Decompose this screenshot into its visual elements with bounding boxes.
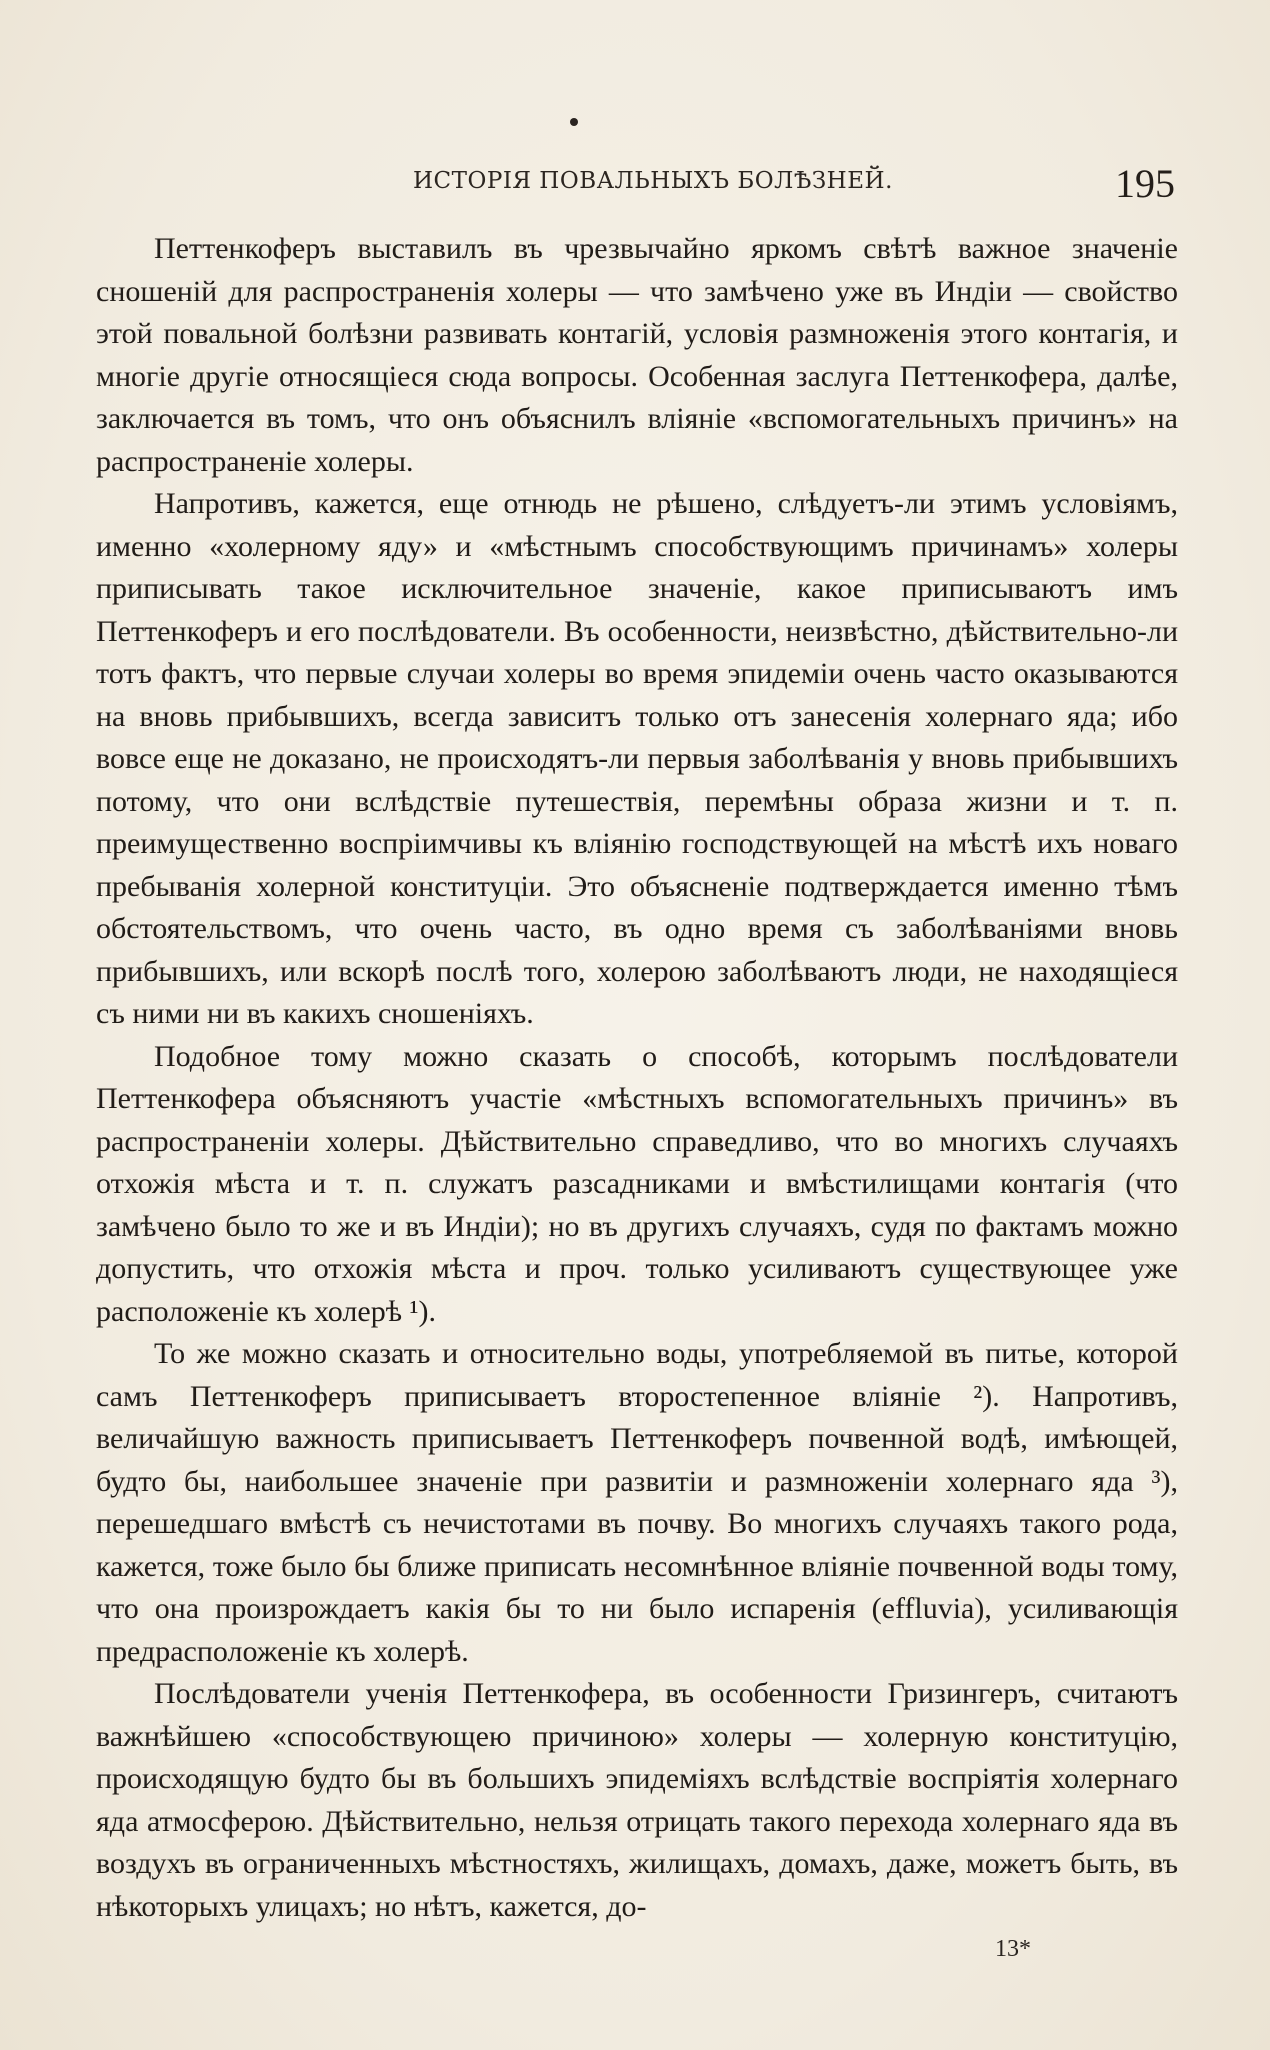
paragraph-4: То же можно сказать и относительно воды, употребляемой въ питье, которой самъ Петтенкоферъ приписываетъ второстепенное вліяніе ²). Напротивъ, величайшую важность приписываетъ Петтенкоферъ почвенной водѣ, имѣющей, будто бы, наибольшее значеніе при развитіи и размноженіи холернаго яда ³), перешедшаго вмѣстѣ съ нечистотами въ почву. Во многихъ случаяхъ такого рода, кажется, тоже было бы ближе приписать несомнѣнное вліяніе почвенной воды тому, что она произрождаетъ какія бы то ни было испаренія (effluvia), усиливающія предрасположеніе къ холерѣ. [96, 1337, 1178, 1668]
paragraph-3: Подобное тому можно сказать о способѣ, которымъ послѣдователи Петтенкофера объясняютъ участіе «мѣстныхъ вспомогательныхъ причинъ» въ распространеніи холеры. Дѣйствительно справедливо, что во многихъ случаяхъ отхожія мѣста и т. п. служатъ разсадниками и вмѣстилищами контагія (что замѣчено было то же и въ Индіи); но въ другихъ случаяхъ, судя по фактамъ можно допустить, что отхожія мѣста и проч. только усиливаютъ существующее уже расположеніе къ холерѣ ¹). [96, 1039, 1178, 1328]
running-header [95, 160, 1175, 210]
ink-dot [570, 118, 578, 126]
running-title: ИСТОРІЯ ПОВАЛЬНЫХЪ БОЛѢЗНЕЙ. [413, 168, 893, 194]
paragraph-2: Напротивъ, кажется, еще отнюдь не рѣшено, слѣдуетъ-ли этимъ условіямъ, именно «холерному яду» и «мѣстнымъ способствующимъ причинамъ» холеры приписывать такое исключительное значеніе, какое приписываютъ имъ Петтенкоферъ и его послѣдователи. Въ особенности, неизвѣстно, дѣйствительно-ли тотъ фактъ, что первые случаи холеры во время эпидеміи очень часто оказываются на вновь прибывшихъ, всегда зависитъ только отъ занесенія холернаго яда; ибо вовсе еще не доказано, не происходятъ-ли первыя заболѣванія у вновь прибывшихъ потому, что они вслѣдствіе путешествія, перемѣны образа жизни и т. п. преимущественно воспріимчивы къ вліянію господствующей на мѣстѣ ихъ новаго пребыванія холерной конституціи. Это объясненіе подтверждается именно тѣмъ обстоятельствомъ, что очень часто, въ одно время съ заболѣваніями вновь прибывшихъ, или вскорѣ послѣ того, холерою заболѣваютъ люди, не находящіеся съ ними ни въ какихъ сношеніяхъ. [96, 487, 1178, 1030]
paragraph-1: Петтенкоферъ выставилъ въ чрезвычайно яркомъ свѣтѣ важное значеніе сношеній для распространенія холеры — что замѣчено уже въ Индіи — свойство этой повальной болѣзни развивать контагій, условія размноженія этого контагія, и многіе другіе относящіеся сюда вопросы. Особенная заслуга Петтенкофера, далѣе, заключается въ томъ, что онъ объяснилъ вліяніе «вспомогательныхъ причинъ» на распространеніе холеры. [96, 232, 1178, 478]
paragraph-5: Послѣдователи ученія Петтенкофера, въ особенности Гризингеръ, считаютъ важнѣйшею «способствующею причиною» холеры — холерную конституцію, происходящую будто бы въ большихъ эпидеміяхъ вслѣдствіе воспріятія холернаго яда атмосферою. Дѣйствительно, нельзя отрицать такого перехода холернаго яда въ воздухъ въ ограниченныхъ мѣстностяхъ, жилищахъ, домахъ, даже, можетъ быть, въ нѣкоторыхъ улицахъ; но нѣтъ, кажется, до- [96, 1677, 1178, 1923]
signature-mark: 13* [995, 1936, 1031, 1962]
page-number: 195 [1115, 161, 1175, 206]
body-text [96, 228, 1178, 1928]
